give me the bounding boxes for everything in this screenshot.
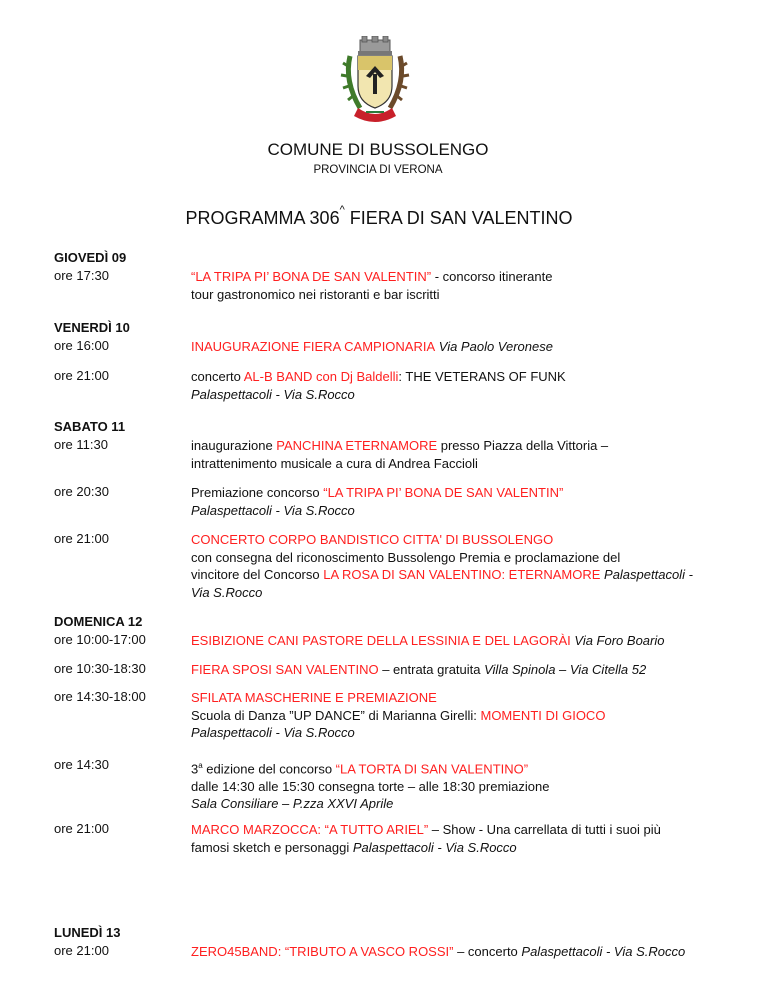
event-time: ore 21:00 xyxy=(54,368,109,383)
event-description: 3$^a$ edizione del concorso “LA TORTA DI SAN VALENTINO” dalle 14:30 alle 15:30 consegna torte – alle 18:30 premiazione Sala Consiliare – P.zza XXVI Aprile xyxy=(191,761,550,812)
event-description: SFILATA MASCHERINE E PREMIAZIONE Scuola di Danza ”UP DANCE” di Marianna Girelli: MOMENTI DI GIOCO Palaspettacoli - Via S.Rocco xyxy=(191,690,606,740)
program-heading: PROGRAMMA 306^ FIERA DI SAN VALENTINO xyxy=(185,204,573,228)
event-description: Premiazione concorso “LA TRIPA PI’ BONA DE SAN VALENTIN” Palaspettacoli - Via S.Rocco xyxy=(191,485,564,518)
day-heading-sabato: SABATO 11 xyxy=(54,419,126,434)
page-subtitle: PROVINCIA DI VERONA xyxy=(313,164,443,176)
event-description: CONCERTO CORPO BANDISTICO CITTA' DI BUSSOLENGO con consegna del riconoscimento Bussolengo Premia e proclamazione del vincitore del Concorso LA ROSA DI SAN VALENTINO: ETERNAMORE Palaspettacoli - Via S.Rocco xyxy=(191,532,693,600)
day-heading-venerdi: VENERDÌ 10 xyxy=(54,320,130,335)
event-description: ZERO45BAND: “TRIBUTO A VASCO ROSSI” – concerto Palaspettacoli - Via S.Rocco xyxy=(191,944,686,959)
event-time: ore 17:30 xyxy=(54,268,109,283)
event-time: ore 10:00-17:00 xyxy=(54,632,146,647)
event-description: inaugurazione PANCHINA ETERNAMORE presso Piazza della Vittoria – intrattenimento musicale a cura di Andrea Faccioli xyxy=(191,438,609,471)
event-time: ore 11:30 xyxy=(54,437,108,452)
municipal-crest-icon xyxy=(340,36,410,126)
event-description: FIERA SPOSI SAN VALENTINO – entrata gratuita Villa Spinola – Via Citella 52 xyxy=(191,662,647,677)
event-time: ore 14:30-18:00 xyxy=(54,689,146,704)
day-heading-lunedi: LUNEDÌ 13 xyxy=(54,925,121,940)
event-description: concerto AL-B BAND con Dj Baldelli: THE VETERANS OF FUNK Palaspettacoli - Via S.Rocco xyxy=(191,369,566,402)
event-time: ore 21:00 xyxy=(54,821,109,836)
event-time: ore 20:30 xyxy=(54,484,109,499)
event-time: ore 16:00 xyxy=(54,338,109,353)
event-description: MARCO MARZOCCA: “A TUTTO ARIEL” – Show - Una carrellata di tutti i suoi più famosi sketch e personaggi Palaspettacoli - Via S.Rocco xyxy=(191,822,661,855)
event-time: ore 21:00 xyxy=(54,531,109,546)
page-title: COMUNE DI BUSSOLENGO xyxy=(267,140,489,159)
event-description: ESIBIZIONE CANI PASTORE DELLA LESSINIA E DEL LAGORÀI Via Foro Boario xyxy=(191,633,665,648)
day-heading-domenica: DOMENICA 12 xyxy=(54,614,143,629)
event-description: “LA TRIPA PI’ BONA DE SAN VALENTIN” - concorso itinerante tour gastronomico nei ristoranti e bar iscritti xyxy=(191,269,553,302)
event-time: ore 21:00 xyxy=(54,943,109,958)
event-time: ore 14:30 xyxy=(54,757,109,772)
event-time: ore 10:30-18:30 xyxy=(54,661,146,676)
event-description: INAUGURAZIONE FIERA CAMPIONARIA Via Paolo Veronese xyxy=(191,339,553,354)
day-heading-giovedi: GIOVEDÌ 09 xyxy=(54,250,127,265)
